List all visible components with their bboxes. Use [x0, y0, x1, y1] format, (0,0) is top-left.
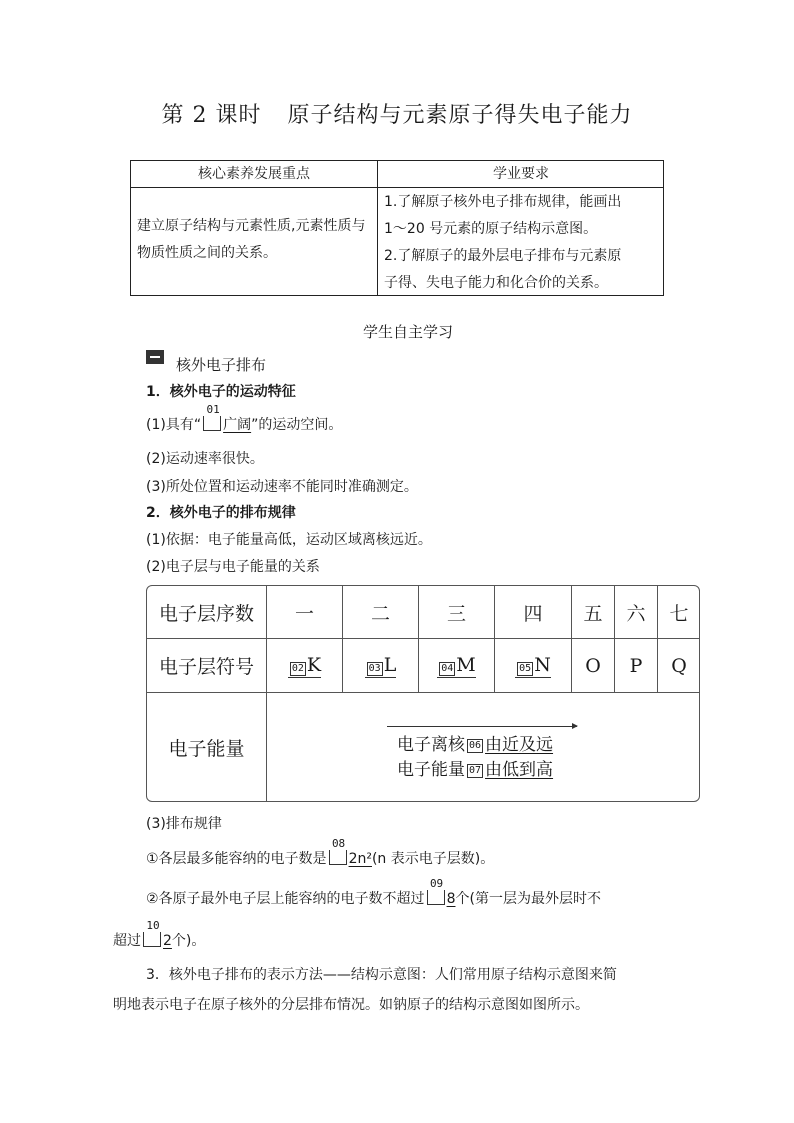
- shell-number: 五: [583, 602, 603, 625]
- answer-text: 8: [446, 891, 456, 907]
- blank-box: [203, 403, 221, 431]
- paragraph-space: [146, 403, 343, 435]
- rule-outer-shell: [146, 877, 601, 909]
- goals-table: [130, 160, 664, 296]
- requirement-line: 2.了解原子的最外层电子排布与元素原: [384, 248, 622, 264]
- part-title: 核外电子排布: [176, 356, 267, 374]
- blank-number: 05: [519, 662, 532, 674]
- blank-number: 03: [368, 662, 381, 674]
- text: ”的运动空间。: [251, 417, 343, 433]
- blank-number: 01: [206, 403, 220, 416]
- shell-symbol: O: [585, 654, 601, 677]
- shell-number: 六: [626, 602, 646, 625]
- text: (1)具有“: [146, 417, 202, 433]
- symbol-text: L: [383, 653, 397, 676]
- text: 超过: [113, 933, 141, 949]
- row-label-symbol: 电子层符号: [158, 656, 254, 678]
- shell-number: 四: [523, 602, 543, 625]
- text: (n 表示电子层数)。: [371, 851, 495, 867]
- shell-number: 二: [370, 602, 390, 625]
- shell-number: 七: [669, 602, 689, 625]
- requirement-line: 1.了解原子核外电子排布规律，能画出: [384, 194, 622, 210]
- lesson-number: 第 2 课时: [161, 103, 262, 128]
- distance-line: [397, 733, 553, 758]
- lesson-topic: 原子结构与元素原子得失电子能力: [287, 103, 633, 128]
- answer-text: 2n²: [348, 851, 372, 867]
- paragraph-arrangement-rules: (3)排布规律: [146, 816, 222, 832]
- paragraph-basis: (1)依据：电子能量高低，运动区域离核远近。: [146, 532, 432, 548]
- blank-number: 07: [469, 765, 482, 776]
- requirement-line: 子得、失电子能力和化合价的关系。: [384, 275, 608, 291]
- blank-number: 04: [441, 662, 454, 674]
- heading-rules: 2．核外电子的排布规律: [146, 505, 296, 521]
- right-arrow-icon: [387, 726, 577, 727]
- text: 个(第一层为最外层时不: [455, 891, 601, 907]
- row-label-number: 电子层序数: [158, 602, 254, 625]
- rule-outer-shell-cont: [113, 919, 206, 951]
- table-divider: [131, 187, 663, 188]
- shell-symbol: Q: [671, 654, 687, 677]
- answer-text: 广阔: [223, 417, 252, 433]
- requirement-text: [384, 189, 662, 297]
- blank-box: [329, 837, 347, 865]
- shell-number: 一: [294, 602, 314, 625]
- blank-number: 06: [469, 740, 482, 751]
- core-literacy-text: 建立原子结构与元素性质,元素性质与物质性质之间的关系。: [137, 218, 366, 261]
- shell-symbol: [267, 639, 342, 692]
- energy-lines: [397, 733, 553, 783]
- paragraph-position: (3)所处位置和运动速率不能同时准确测定。: [146, 479, 418, 495]
- heading-motion: 1．核外电子的运动特征: [146, 384, 296, 400]
- shell-number: 三: [446, 602, 466, 625]
- symbol-text: M: [456, 653, 476, 676]
- blank-number: 02: [291, 662, 304, 674]
- shell-energy-table: [146, 585, 700, 802]
- blank-box: [427, 877, 445, 905]
- text: 个)。: [171, 933, 206, 949]
- section-title: 学生自主学习: [363, 323, 454, 341]
- blank-number: 10: [146, 919, 160, 932]
- text: ②各原子最外电子层上能容纳的电子数不超过: [146, 891, 425, 907]
- text: 电子离核: [397, 735, 465, 755]
- blank-box: [143, 919, 161, 947]
- symbol-text: N: [534, 653, 551, 676]
- representation-line-2: 明地表示电子在原子核外的分层排布情况。如钠原子的结构示意图如图所示。: [113, 997, 589, 1013]
- requirement-line: 1～20 号元素的原子结构示意图。: [384, 221, 598, 237]
- blank-number: 09: [429, 877, 444, 890]
- page-title: [0, 98, 794, 129]
- answer-text: 由低到高: [485, 760, 554, 780]
- text: 电子能量: [397, 760, 465, 780]
- shell-symbol: [343, 639, 418, 692]
- row-label-energy: 电子能量: [168, 737, 245, 760]
- energy-line: [397, 758, 553, 783]
- paragraph-speed: (2)运动速率很快。: [146, 451, 264, 467]
- text: ①各层最多能容纳的电子数是: [146, 851, 327, 867]
- answer-text: 2: [163, 933, 172, 949]
- part-one-icon: [146, 350, 164, 364]
- paragraph-relation: (2)电子层与电子能量的关系: [146, 559, 320, 575]
- shell-symbol: P: [629, 654, 643, 677]
- answer-text: 由近及远: [485, 735, 554, 755]
- blank-number: 08: [331, 837, 346, 850]
- rule-max-electrons: [146, 837, 495, 869]
- shell-symbol: [419, 639, 494, 692]
- representation-line-1: 3．核外电子排布的表示方法——结构示意图：人们常用原子结构示意图来简: [146, 967, 617, 983]
- table-header-requirement: 学业要求: [493, 166, 549, 182]
- symbol-text: K: [306, 653, 322, 676]
- shell-symbol: [495, 639, 571, 692]
- table-header-core: 核心素养发展重点: [198, 166, 310, 182]
